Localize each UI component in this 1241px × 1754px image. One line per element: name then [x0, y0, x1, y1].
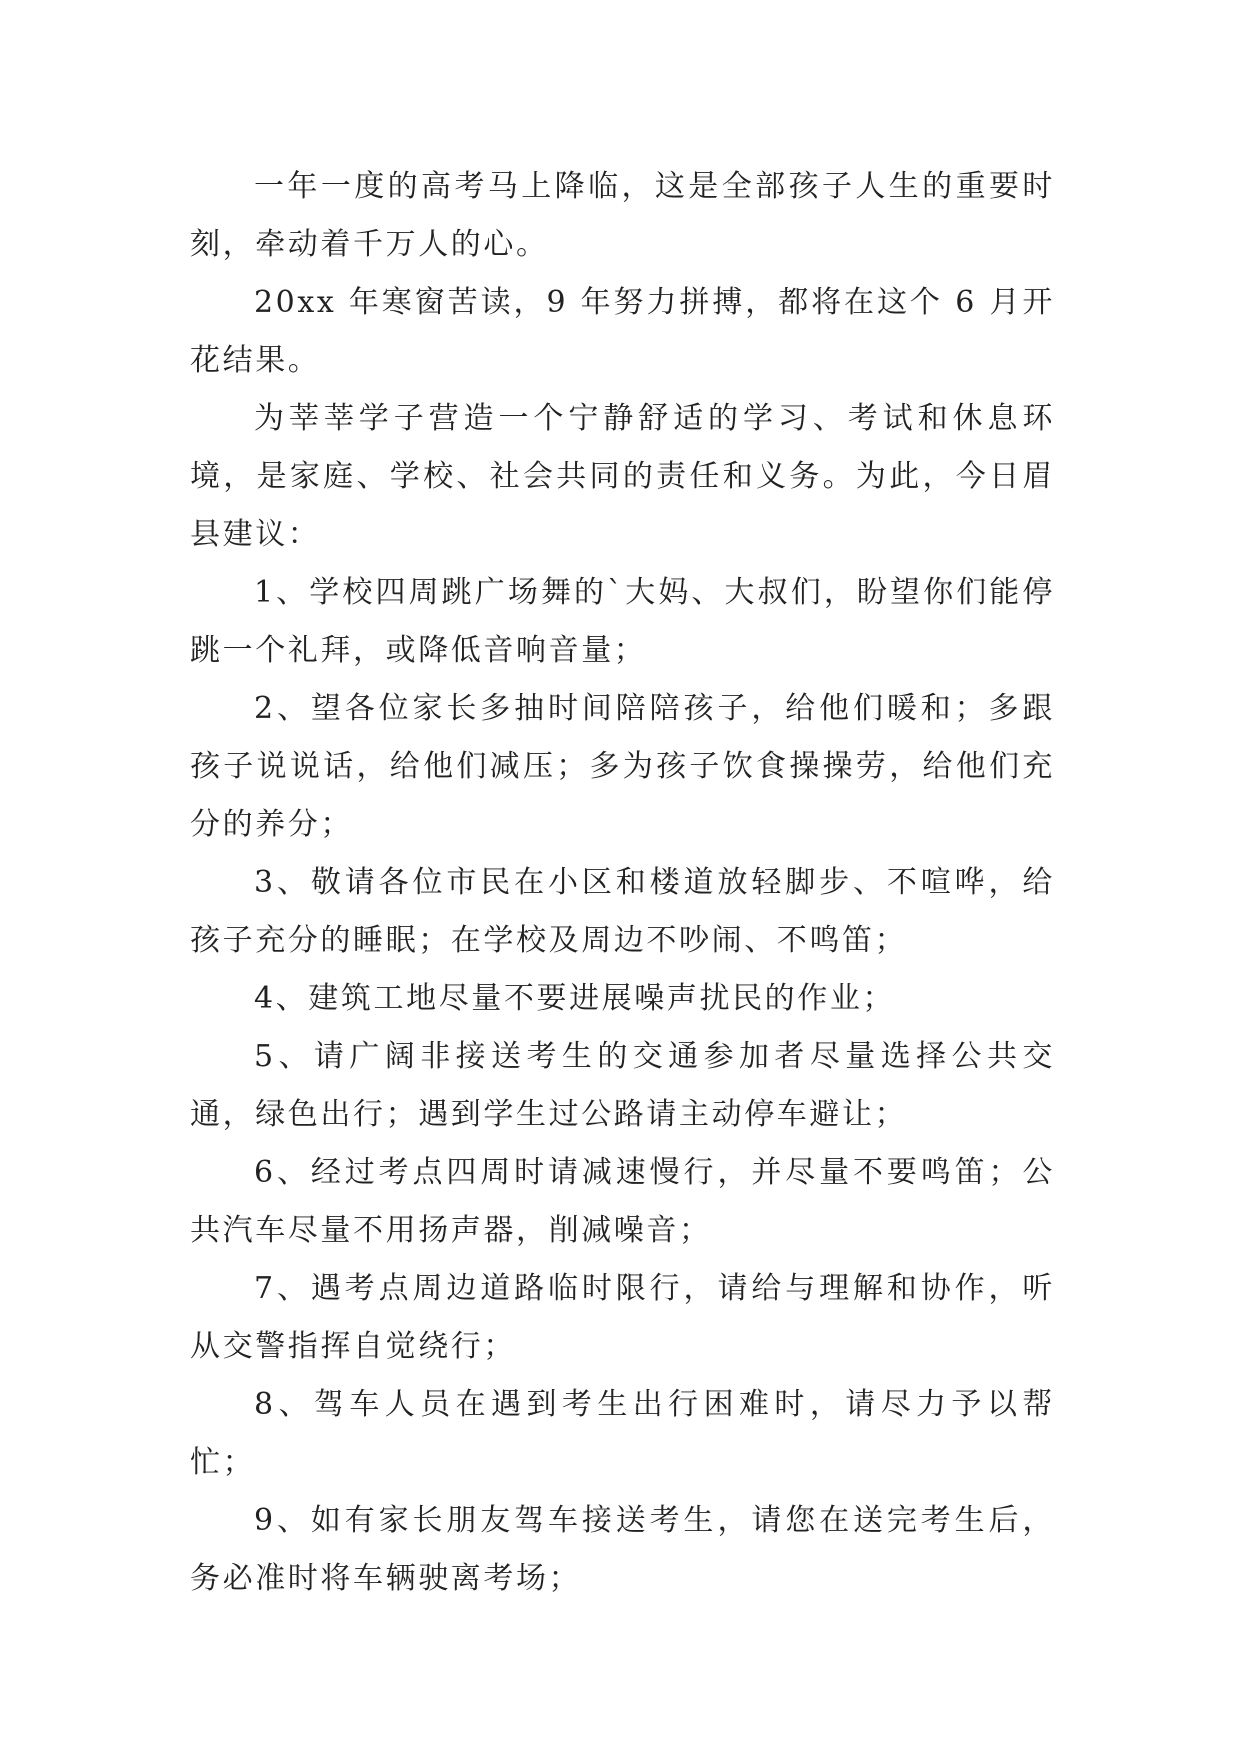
intro-paragraph: 为莘莘学子营造一个宁静舒适的学习、考试和休息环境，是家庭、学校、社会共同的责任和义务。为此，今日眉县建议：	[190, 401, 1055, 552]
suggestion-item-5: 5、请广阔非接送考生的交通参加者尽量选择公共交通，绿色出行；遇到学生过公路请主动停车避让；	[190, 1039, 1055, 1132]
suggestion-item-7: 7、遇考点周边道路临时限行，请给与理解和协作，听从交警指挥自觉绕行；	[190, 1271, 1055, 1364]
intro-paragraph: 一年一度的高考马上降临，这是全部孩子人生的重要时刻，牵动着千万人的心。	[190, 169, 1055, 262]
intro-paragraph: 20xx 年寒窗苦读，9 年努力拼搏，都将在这个 6 月开花结果。	[190, 285, 1055, 378]
document-body	[190, 158, 1055, 1608]
suggestion-item-8: 8、驾车人员在遇到考生出行困难时，请尽力予以帮忙；	[190, 1387, 1055, 1480]
suggestion-item-6: 6、经过考点四周时请减速慢行，并尽量不要鸣笛；公共汽车尽量不用扬声器，削减噪音；	[190, 1155, 1055, 1248]
suggestion-item-3: 3、敬请各位市民在小区和楼道放轻脚步、不喧哗，给孩子充分的睡眠；在学校及周边不吵闹、不鸣笛；	[190, 865, 1055, 958]
suggestion-item-9: 9、如有家长朋友驾车接送考生，请您在送完考生后，务必准时将车辆驶离考场；	[190, 1503, 1055, 1596]
suggestion-item-2: 2、望各位家长多抽时间陪陪孩子，给他们暖和；多跟孩子说说话，给他们减压；多为孩子饮食操操劳，给他们充分的养分；	[190, 691, 1055, 842]
suggestion-item-1: 1、学校四周跳广场舞的`大妈、大叔们，盼望你们能停跳一个礼拜，或降低音响音量；	[190, 575, 1055, 668]
suggestion-item-4: 4、建筑工地尽量不要进展噪声扰民的作业；	[254, 981, 896, 1016]
